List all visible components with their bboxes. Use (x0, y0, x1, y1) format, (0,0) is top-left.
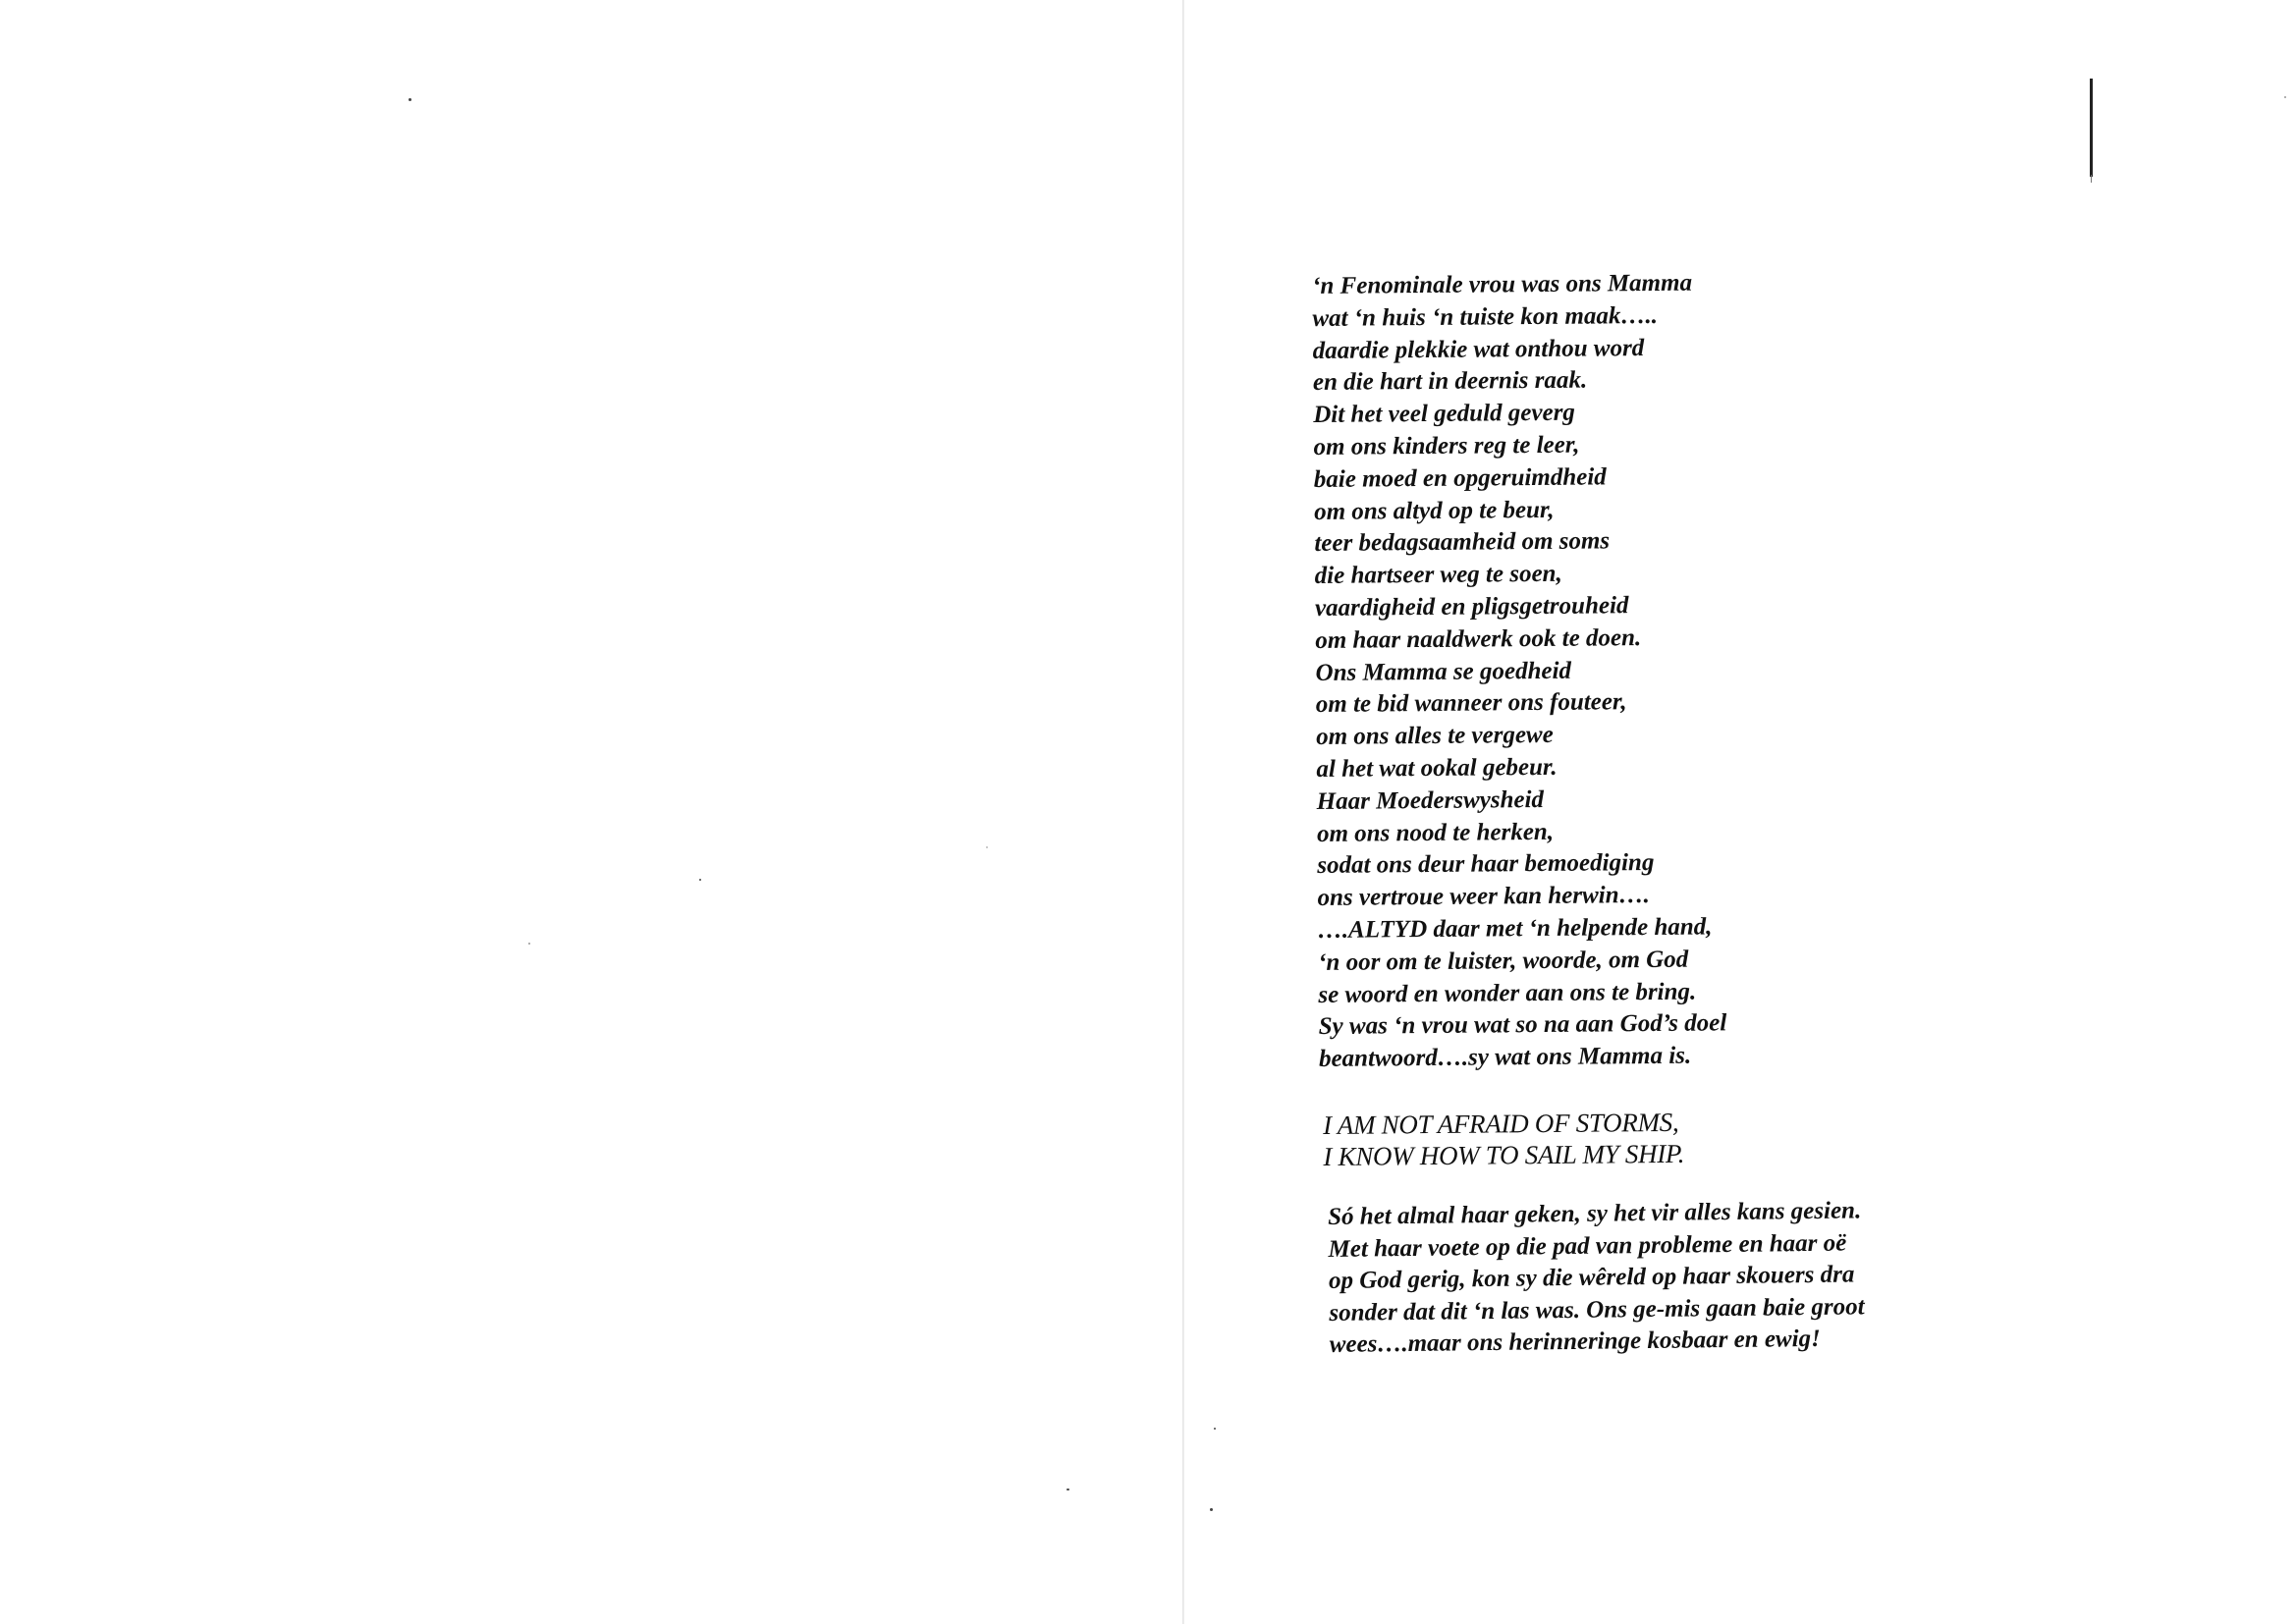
scan-speck (986, 846, 988, 848)
poem-line: wat ‘n huis ‘n tuiste kon maak….. (1312, 301, 1659, 332)
poem-line: om ons nood te herken, (1316, 818, 1555, 847)
poem-line: Dit het veel geduld geverg (1313, 399, 1575, 429)
poem-line: ….ALTYD daar met ‘n helpende hand, (1317, 913, 1713, 944)
poem-line: teer bedagsaamheid om soms (1314, 527, 1611, 558)
poem-line: die hartseer weg te soen, (1314, 560, 1562, 590)
closing-line: op God gerig, kon sy die wêreld op haar skouers dra (1328, 1261, 1855, 1294)
poem-line: om te bid wanneer ons fouteer, (1315, 688, 1627, 719)
scan-speck (699, 879, 701, 881)
scan-speck (1214, 1428, 1216, 1430)
poem-line: ons vertroue weer kan herwin…. (1317, 882, 1650, 912)
poem-line: al het wat ookal gebeur. (1316, 753, 1558, 783)
page-fold-divider (1182, 0, 1184, 1624)
poem-line: om haar naaldwerk ook te doen. (1315, 623, 1642, 654)
closing-line: Met haar voete op die pad van probleme en haar oë (1328, 1229, 1847, 1263)
margin-mark-tail (2091, 175, 2092, 183)
poem-line: Haar Moederswysheid (1316, 785, 1545, 815)
scan-speck (409, 98, 411, 101)
poem-line: daardie plekkie wat onthou word (1312, 334, 1645, 364)
poem-line: Ons Mamma se goedheid (1315, 657, 1572, 686)
scan-speck (528, 943, 530, 945)
poem-line: ‘n Fenominale vrou was ons Mamma (1312, 269, 1693, 299)
poem-line: om ons kinders reg te leer, (1313, 431, 1580, 460)
scan-speck (1210, 1508, 1213, 1511)
tribute-poem (1312, 265, 2046, 1076)
scan-speck (2284, 96, 2286, 98)
closing-line: wees….maar ons herinneringe kosbaar en ewig! (1329, 1325, 1821, 1358)
poem-line: Sy was ‘n vrou wat so na aan God’s doel (1318, 1009, 1727, 1041)
poem-line: vaardigheid en pligsgetrouheid (1314, 592, 1629, 622)
poem-line: ‘n oor om te luister, woorde, om God (1318, 946, 1689, 976)
motto-line: I KNOW HOW TO SAIL MY SHIP. (1323, 1138, 1685, 1171)
poem-line: beantwoord….sy wat ons Mamma is. (1318, 1042, 1692, 1073)
motto-quote (1323, 1104, 2050, 1172)
poem-line: om ons altyd op te beur, (1314, 496, 1555, 525)
margin-mark (2090, 79, 2093, 177)
scan-speck (1066, 1489, 1069, 1490)
closing-paragraph (1328, 1193, 2076, 1362)
poem-line: baie moed en opgeruimdheid (1313, 463, 1607, 493)
closing-line: Só het almal haar geken, sy het vir alles kans gesien. (1328, 1197, 1862, 1230)
poem-line: en die hart in deernis raak. (1312, 366, 1588, 397)
poem-line: om ons alles te vergewe (1316, 722, 1554, 751)
poem-line: se woord en wonder aan ons te bring. (1318, 978, 1697, 1008)
closing-line: sonder dat dit ‘n las was. Ons ge-mis gaan baie groot (1329, 1292, 1865, 1326)
motto-line: I AM NOT AFRAID OF STORMS, (1323, 1107, 1679, 1140)
poem-line: sodat ons deur haar bemoediging (1317, 849, 1655, 880)
